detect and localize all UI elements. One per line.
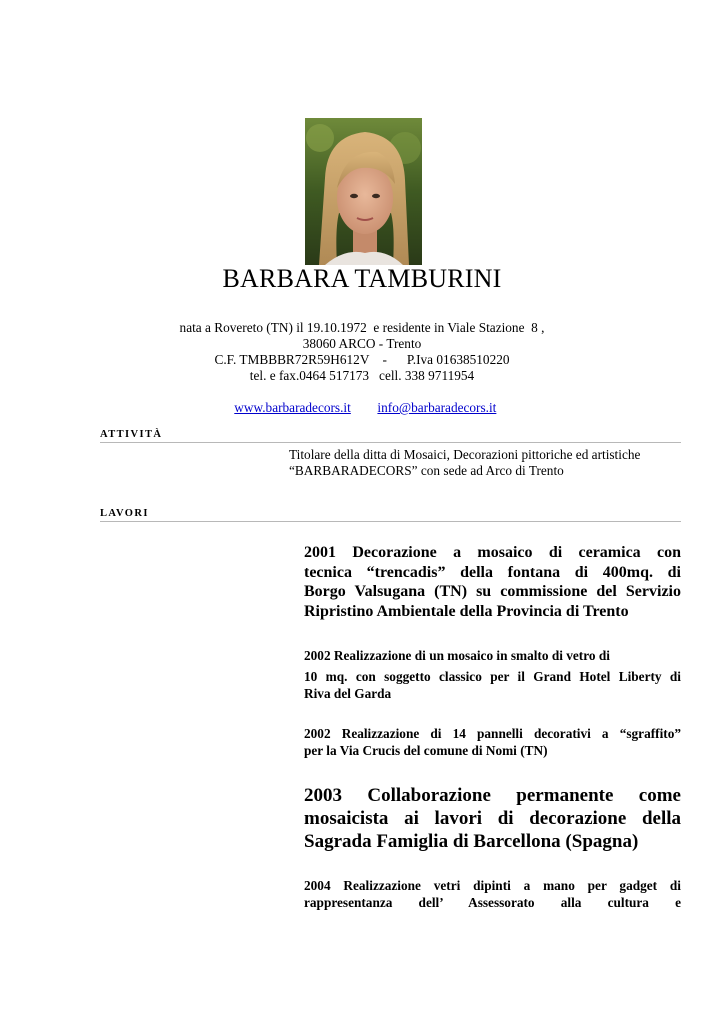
lavori-entry-2004-line-2: rappresentanza dell’ Assessorato alla cultura e: [304, 895, 681, 910]
lavori-entry-2001-line-1: 2001 Decorazione a mosaico di ceramica con: [304, 544, 681, 561]
lavori-entry-2003-line-3: Sagrada Famiglia di Barcellona (Spagna): [304, 831, 639, 852]
lavori-entry-2001-line-4: Ripristino Ambientale della Provincia di Trento: [304, 602, 629, 620]
person-name: BARBARA TAMBURINI: [222, 264, 502, 293]
lavori-entry-2002a-line-2: 10 mq. con soggetto classico per il Grand Hotel Liberty di: [304, 669, 681, 684]
lavori-entry-2002a-line-1: 2002 Realizzazione di un mosaico in smalto di vetro di: [304, 648, 610, 663]
lavori-entry-2002b-line-1: 2002 Realizzazione di 14 pannelli decorativi a “sgraffito”: [304, 726, 681, 741]
website-link[interactable]: www.barbaradecors.it: [234, 400, 351, 415]
attivita-line-1: Titolare della ditta di Mosaici, Decorazioni pittoriche ed artistiche: [289, 447, 641, 462]
section-heading-attivita: ATTIVITÀ: [100, 429, 681, 443]
phone-line: tel. e fax.0464 517173 cell. 338 9711954: [249, 368, 475, 383]
address-line: 38060 ARCO - Trento: [302, 336, 422, 351]
email-link[interactable]: info@barbaradecors.it: [377, 400, 497, 415]
lavori-entry-2004-line-1: 2004 Realizzazione vetri dipinti a mano per gadget di: [304, 878, 681, 893]
profile-photo: [305, 118, 422, 265]
lavori-entry-2002b-line-2: per la Via Crucis del comune di Nomi (TN): [304, 743, 548, 758]
lavori-entry-2002a-line-3: Riva del Garda: [304, 686, 392, 701]
attivita-line-2: “BARBARADECORS” con sede ad Arco di Trento: [289, 463, 564, 478]
lavori-entry-2001-line-2: tecnica “trencadis” della fontana di 400mq. di: [304, 563, 681, 581]
section-heading-lavori: LAVORI: [100, 508, 681, 522]
lavori-entry-2003-line-2: mosaicista ai lavori di decorazione della: [304, 808, 681, 829]
lavori-entry-2001-line-3: Borgo Valsugana (TN) su commissione del Servizio: [304, 583, 681, 600]
tax-codes-line: C.F. TMBBBR72R59H612V - P.Iva 01638510220: [214, 352, 510, 367]
lavori-entry-2003-line-1: 2003 Collaborazione permanente come: [304, 785, 681, 806]
birth-residence-line: nata a Rovereto (TN) il 19.10.1972 e residente in Viale Stazione 8 ,: [179, 320, 545, 335]
contact-links: [0, 384, 724, 416]
